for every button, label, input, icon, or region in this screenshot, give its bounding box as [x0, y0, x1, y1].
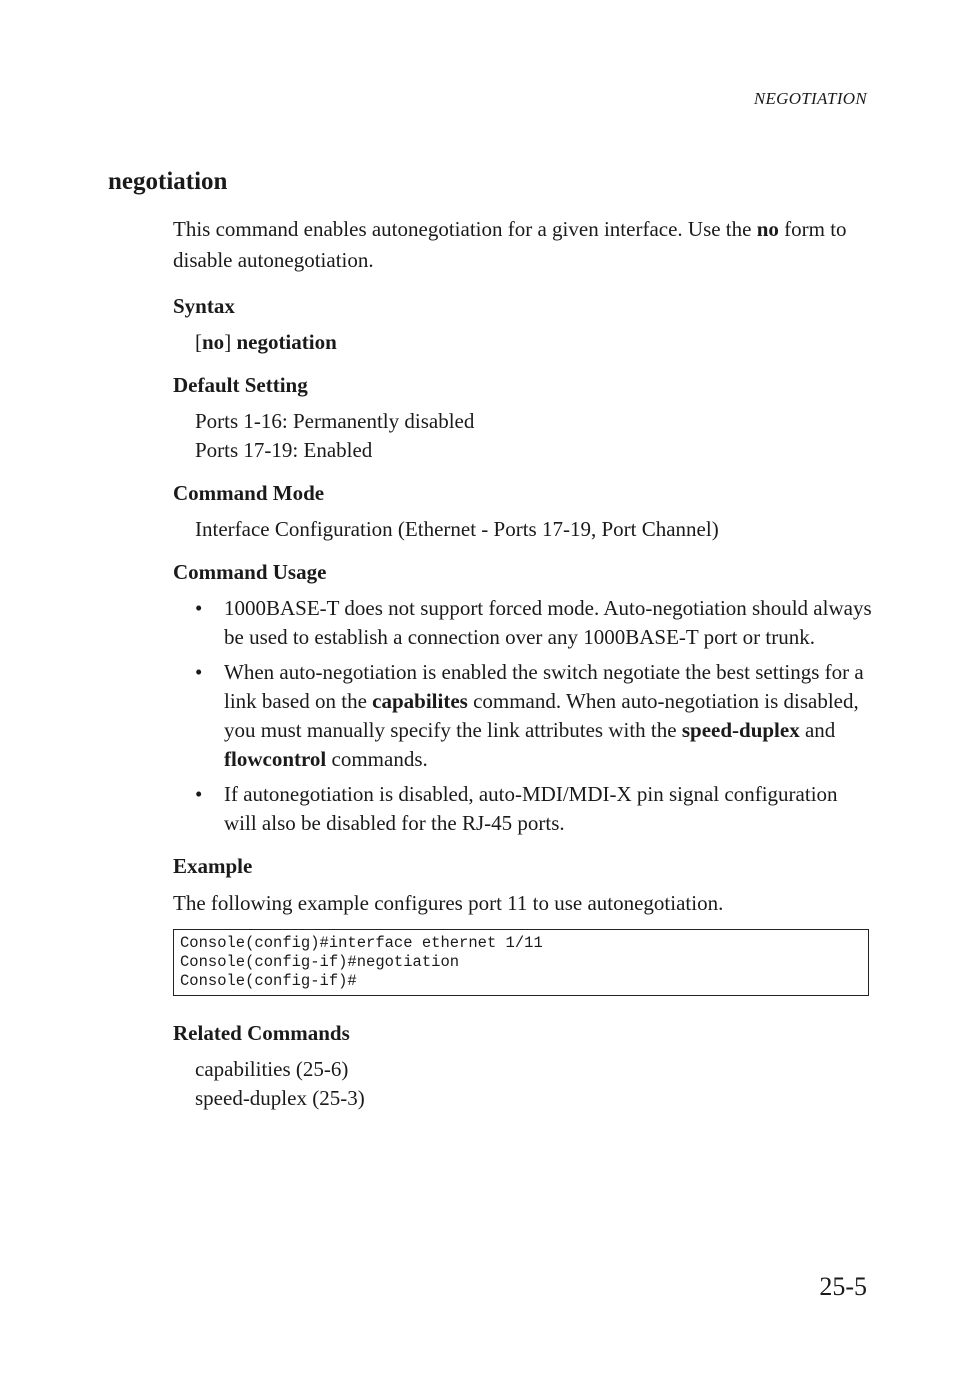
intro-paragraph: [173, 214, 873, 276]
syntax-open-bracket: [: [195, 330, 202, 354]
default-setting-line-1: Ports 1-16: Permanently disabled: [195, 409, 475, 433]
command-usage-heading: Command Usage: [173, 560, 327, 584]
usage-keyword-flowcontrol: flowcontrol: [224, 747, 327, 771]
command-usage-section: [173, 557, 873, 838]
code-line-3: Console(config-if)#: [180, 972, 357, 990]
command-mode-heading: Command Mode: [173, 481, 325, 505]
usage-item-2-part4: commands.: [326, 747, 428, 771]
usage-item-2-part1: When auto-negotiation is enabled the switch negotiate the best settings for a link based on the: [224, 660, 864, 713]
usage-keyword-speed-duplex: speed-duplex: [681, 718, 800, 742]
usage-item-2-part2: command. When auto-negotiation is disabled, you must manually specify the link attributes with the: [224, 689, 859, 742]
syntax-command: negotiation: [236, 330, 337, 354]
intro-text-before: This command enables autonegotiation for a given interface. Use the: [173, 217, 757, 241]
usage-keyword-capabilites: capabilites: [372, 689, 468, 713]
bullet-icon: •: [195, 660, 203, 684]
list-item: [195, 658, 873, 774]
example-description: The following example configures port 11 to use autonegotiation.: [173, 891, 724, 915]
page-number: 25-5: [819, 1272, 867, 1301]
syntax-line: [195, 328, 873, 357]
code-block: [173, 929, 869, 996]
list-item: [195, 594, 873, 652]
syntax-section: [173, 291, 873, 357]
code-line-2: Console(config-if)#negotiation: [180, 953, 460, 971]
syntax-heading: Syntax: [173, 294, 235, 318]
main-content: [173, 214, 873, 1126]
running-header: NEGOTIATION: [753, 89, 867, 108]
default-setting-line-2: Ports 17-19: Enabled: [195, 438, 373, 462]
default-setting-heading: Default Setting: [173, 373, 308, 397]
command-mode-text: Interface Configuration (Ethernet - Ports 17-19, Port Channel): [195, 517, 719, 541]
example-section: [173, 851, 873, 996]
intro-keyword-no: no: [756, 217, 779, 241]
list-item: [195, 780, 873, 838]
bullet-icon: •: [195, 782, 203, 806]
syntax-close-bracket: ]: [224, 330, 237, 354]
related-command-capabilities: capabilities (25-6): [195, 1057, 349, 1081]
usage-item-2-part3: and: [799, 718, 836, 742]
syntax-optional-keyword: no: [202, 330, 225, 354]
code-line-1: Console(config)#interface ethernet 1/11: [180, 934, 543, 952]
command-mode-section: [173, 478, 873, 544]
default-setting-section: [173, 370, 873, 465]
related-commands-section: [173, 1018, 873, 1113]
usage-item-1-text: 1000BASE-T does not support forced mode. Auto-negotiation should always be used to establish a connection over any 1000BASE-T port or trunk.: [224, 596, 872, 649]
page-title: negotiation: [108, 168, 228, 195]
related-commands-heading: Related Commands: [173, 1021, 350, 1045]
command-usage-list: [195, 594, 873, 838]
bullet-icon: •: [195, 596, 203, 620]
example-heading: Example: [173, 854, 253, 878]
intro-text-after: form to disable autonegotiation.: [173, 217, 847, 272]
usage-item-3-text: If autonegotiation is disabled, auto-MDI/MDI-X pin signal configuration will also be disabled for the RJ-45 ports.: [224, 782, 838, 835]
related-command-speed-duplex: speed-duplex (25-3): [195, 1086, 365, 1110]
